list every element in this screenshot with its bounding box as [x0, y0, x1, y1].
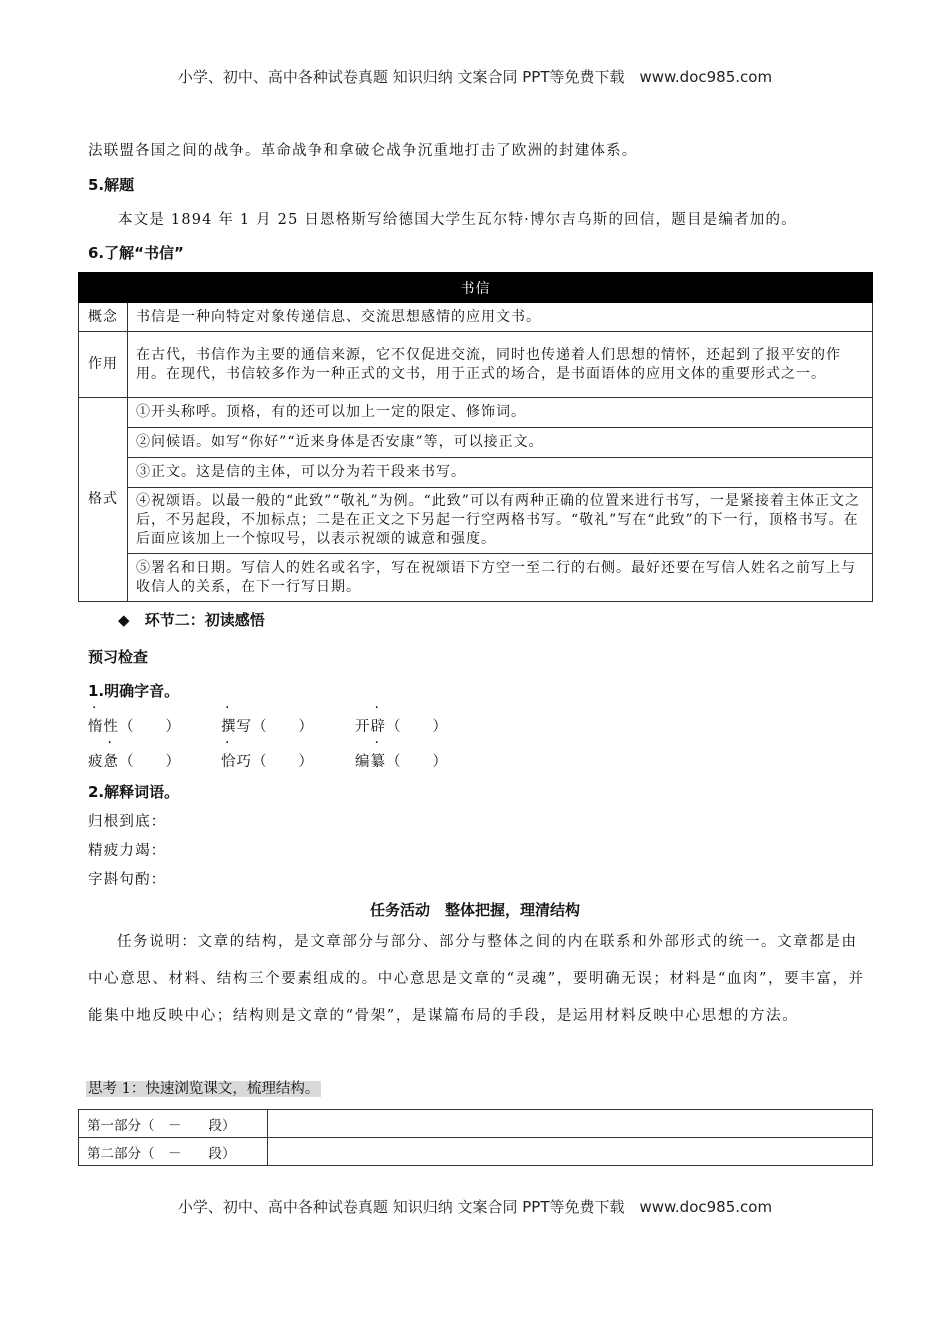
- q1-heading: 1.明确字音。: [88, 682, 180, 700]
- format-item: ④祝颂语。以最一般的“此致”“敬礼”为例。“此致”可以有两种正确的位置来进行书写，一是紧接着主体正文之后，不另起段，不加标点；二是在正文之下另起一行空两格书写。“敬礼”写在“此致”的下一行，顶格书写。在后面应该加上一个惊叹号，以表示祝颂的诚意和强度。: [128, 488, 873, 554]
- format-item: ③正文。这是信的主体，可以分为若干段来书写。: [128, 458, 873, 488]
- task-title: 任务活动 整体把握，理清结构: [369, 901, 580, 919]
- emphasis-char: 纂: [370, 754, 386, 770]
- preview-heading: 预习检查: [88, 648, 149, 666]
- format-item: ①开头称呼。顶格，有的还可以加上一定的限定、修饰词。: [128, 398, 873, 428]
- intro-line: 法联盟各国之间的战争。革命战争和拿破仑战争沉重地打击了欧洲的封建体系。: [88, 143, 638, 159]
- structure-part-label: 第二部分（ － 段）: [79, 1138, 268, 1166]
- stage-2-title: 环节二：初读感悟: [144, 611, 265, 629]
- page-footer: 小学、初中、高中各种试卷真题 知识归纳 文案合同 PPT等免费下载 www.doc985.com: [177, 1198, 773, 1216]
- pronunciation-item: 惰性（ ）: [88, 715, 181, 736]
- term-item: 归根到底：: [88, 814, 167, 830]
- role-text: 在古代，书信作为主要的通信来源，它不仅促进交流，同时也传递着人们思想的情怀，还起到了报平安的作用。在现代，书信较多作为一种正式的文书，用于正式的场合，是书面语体的应用文体的重要形式之一。: [128, 332, 873, 398]
- q2-heading: 2.解释词语。: [88, 783, 180, 801]
- pronunciation-item: 编纂（ ）: [355, 750, 448, 771]
- concept-label: 概念: [79, 303, 128, 332]
- emphasis-char: 撰: [221, 719, 237, 735]
- page-header: 小学、初中、高中各种试卷真题 知识归纳 文案合同 PPT等免费下载 www.doc985.com: [177, 68, 773, 86]
- format-item: ②问候语。如写“你好”“近来身体是否安康”等，可以接正文。: [128, 428, 873, 458]
- emphasis-char: 辟: [370, 719, 386, 735]
- term-item: 字斟句酌：: [88, 872, 167, 888]
- think-1-prompt: 思考 1：快速浏览课文，梳理结构。: [88, 1081, 320, 1097]
- structure-answer-cell[interactable]: [268, 1138, 873, 1166]
- role-label: 作用: [79, 332, 128, 398]
- pronunciation-item: 恰巧（ ）: [221, 750, 314, 771]
- structure-part-label: 第一部分（ － 段）: [79, 1110, 268, 1138]
- format-label: 格式: [79, 398, 128, 602]
- term-item: 精疲力竭：: [88, 843, 167, 859]
- pronunciation-item: 开辟（ ）: [355, 715, 448, 736]
- emphasis-char: 惰: [88, 719, 104, 735]
- section-6-heading: 6.了解“书信”: [88, 244, 184, 262]
- pronunciation-item: 撰写（ ）: [221, 715, 314, 736]
- concept-text: 书信是一种向特定对象传递信息、交流思想感情的应用文书。: [128, 303, 873, 332]
- emphasis-char: 恰: [221, 754, 237, 770]
- diamond-bullet-icon: ◆: [118, 611, 130, 629]
- emphasis-char: 惫: [103, 754, 119, 770]
- structure-table: [78, 1109, 873, 1166]
- task-description: 任务说明：文章的结构，是文章部分与部分、部分与整体之间的内在联系和外部形式的统一。文章都是由中心意思、材料、结构三个要素组成的。中心意思是文章的“灵魂”，要明确无误；材料是“血肉”，要丰富，并能集中地反映中心；结构则是文章的“骨架”，是谋篇布局的手段，是运用材料反映中心思想的方法。: [88, 934, 865, 1024]
- section-5-text: 本文是 1894 年 1 月 25 日恩格斯写给德国大学生瓦尔特·博尔吉乌斯的回信，题目是编者加的。: [118, 212, 797, 228]
- structure-answer-cell[interactable]: [268, 1110, 873, 1138]
- stage-2-heading: [118, 609, 265, 630]
- section-5-heading: 5.解题: [88, 176, 135, 194]
- format-item: ⑤署名和日期。写信人的姓名或名字，写在祝颂语下方空一至二行的右侧。最好还要在写信人姓名之前写上与收信人的关系，在下一行写日期。: [128, 554, 873, 602]
- letter-info-table: [78, 272, 873, 602]
- pronunciation-item: 疲惫（ ）: [88, 750, 181, 771]
- letter-table-title: 书信: [79, 273, 873, 303]
